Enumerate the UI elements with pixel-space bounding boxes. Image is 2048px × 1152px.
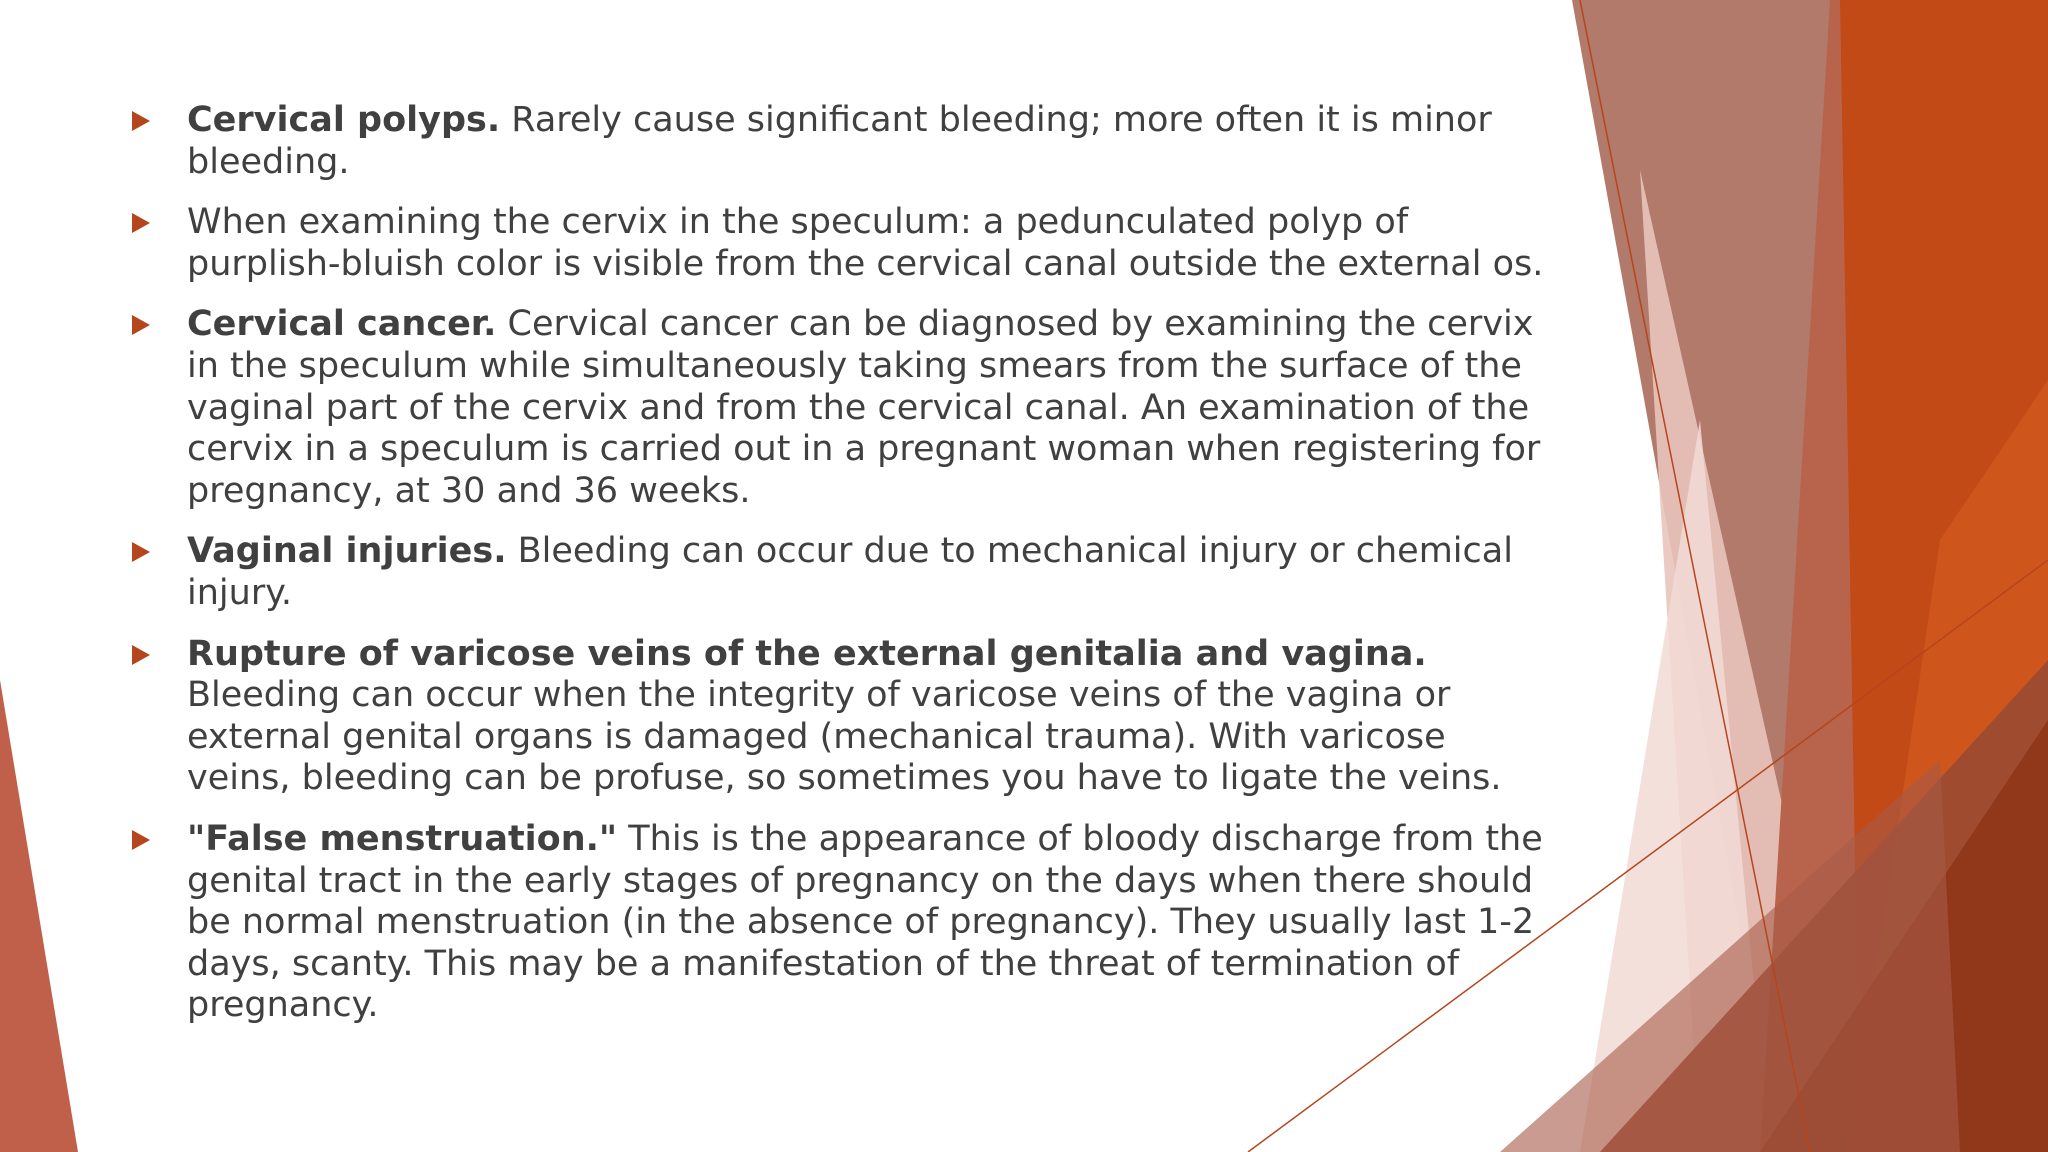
bullet-heading: Cervical cancer. — [187, 304, 497, 345]
bullet-item — [128, 531, 1558, 614]
bullet-heading: Cervical polyps. — [187, 100, 501, 140]
bullet-text: When examining the cervix in the speculum: a pedunculated polyp of purplish-bluish color is visible from the cervical canal outside the external os. — [187, 202, 1544, 284]
bullet-item — [128, 202, 1558, 285]
triangle-bullet-icon — [132, 830, 150, 850]
bullet-text: This is the appearance of bloody discharge from the genital tract in the early stages of pregnancy on the days when there should be normal menstruation (in the absence of pregnancy). They usually last 1-2 days, scanty. This may be a manifestation of the threat of termination of pregnancy. — [187, 818, 1543, 1026]
triangle-bullet-icon — [132, 315, 150, 335]
bullet-item — [128, 304, 1558, 512]
bullet-heading: Vaginal injuries. — [187, 531, 507, 572]
bullet-item — [128, 819, 1558, 1027]
bullet-text: Bleeding can occur due to mechanical injury or chemical injury. — [187, 531, 1513, 613]
triangle-bullet-icon — [132, 645, 150, 665]
triangle-bullet-icon — [132, 213, 150, 233]
triangle-bullet-icon — [132, 111, 150, 131]
bullet-heading: Rupture of varicose veins of the external genitalia and vagina. — [187, 633, 1427, 674]
bullet-item — [128, 634, 1558, 800]
bullet-item — [128, 100, 1558, 183]
bullet-text: Cervical cancer can be diagnosed by examining the cervix in the speculum while simultaneously taking smears from the surface of the vaginal part of the cervix and from the cervical canal. An examination of the cervix in a speculum is carried out in a pregnant woman when registering for pregnancy, at 30 and 36 weeks. — [187, 304, 1541, 511]
bullet-list — [128, 100, 1558, 1046]
left-edge-shape — [0, 680, 78, 1152]
triangle-bullet-icon — [132, 542, 150, 562]
bullet-heading: "False menstruation." — [187, 818, 618, 859]
bullet-text: Rarely cause significant bleeding; more often it is minor bleeding. — [187, 100, 1492, 182]
bullet-text: Bleeding can occur when the integrity of varicose veins of the vagina or external genital organs is damaged (mechanical trauma). With varicose veins, bleeding can be profuse, so sometimes you have to ligate the veins. — [187, 675, 1502, 799]
